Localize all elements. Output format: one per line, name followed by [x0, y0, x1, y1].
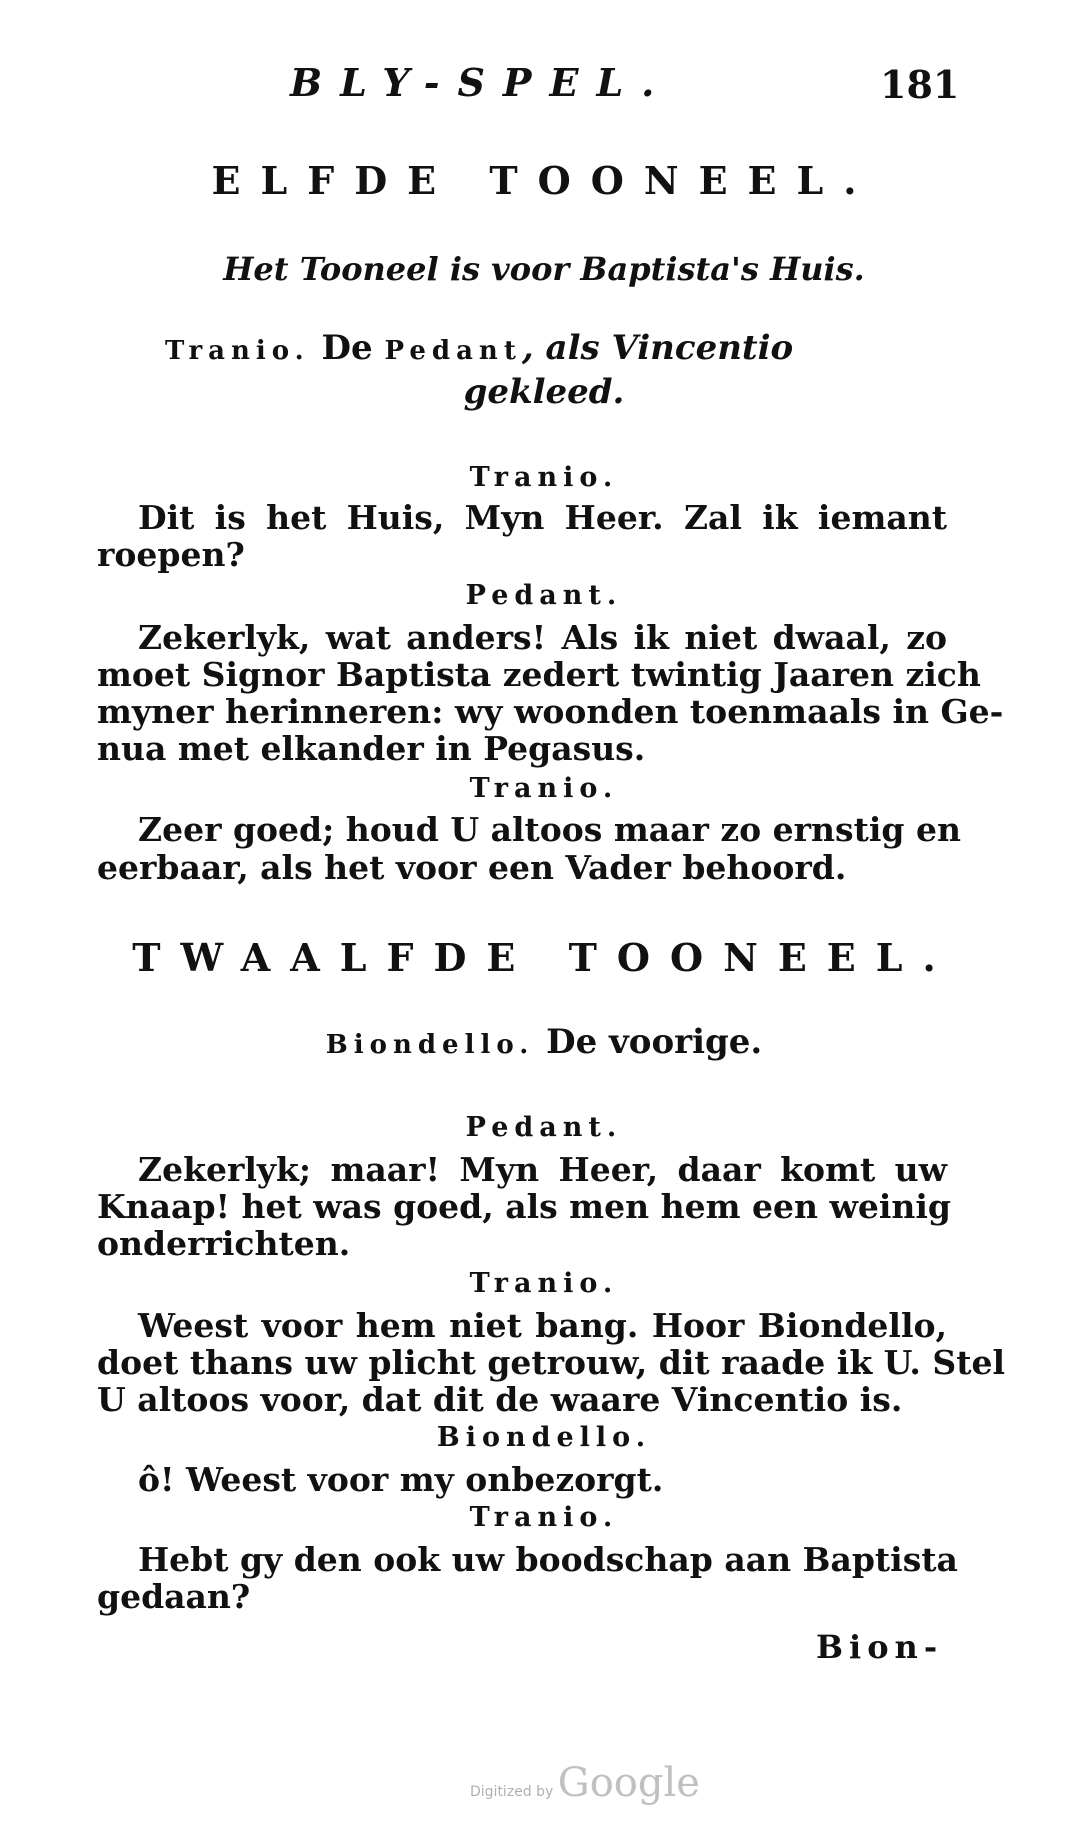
dialogue-line: myner herinneren: wy woonden toenmaals in Ge- [97, 692, 1004, 731]
dialogue-line: moet Signor Baptista zedert twintig Jaaren zich [97, 655, 981, 694]
cast-de: De [309, 328, 385, 368]
speaker-label: Tranio. [469, 1268, 619, 1299]
dialogue-line: Knaap! het was goed, als men hem een weinig [97, 1187, 951, 1226]
dialogue-line: Dit is het Huis, Myn Heer. Zal ik iemant [138, 498, 947, 537]
speaker-label: Pedant. [465, 580, 623, 611]
speaker-label: Pedant. [465, 1112, 623, 1143]
cast-list [165, 328, 793, 368]
google-logo-text: Google [557, 1760, 700, 1806]
dialogue-line: Weest voor hem niet bang. Hoor Biondello, [138, 1306, 947, 1345]
cast-biondello: Biondello. [325, 1030, 535, 1060]
speaker-label: Biondello. [436, 1422, 652, 1453]
scene-title-elfde: ELFDE TOONEEL. [211, 158, 877, 203]
dialogue-line: nua met elkander in Pegasus. [97, 729, 646, 768]
dialogue-line: eerbaar, als het voor een Vader behoord. [97, 848, 847, 887]
digitized-watermark [470, 1760, 700, 1806]
dialogue-line: Zekerlyk, wat anders! Als ik niet dwaal, zo [138, 618, 947, 657]
dialogue-line: Zekerlyk; maar! Myn Heer, daar komt uw [138, 1150, 947, 1189]
running-head: BLY-SPEL. [290, 60, 673, 105]
cast-as-vincentio: , als Vincentio [521, 328, 794, 368]
speaker-label: Tranio. [469, 462, 619, 493]
catchword: Bion- [816, 1628, 944, 1666]
dialogue-line: Zeer goed; houd U altoos maar zo ernstig en [138, 810, 961, 849]
dialogue-line: gedaan? [97, 1577, 251, 1616]
scene-setting: Het Tooneel is voor Baptista's Huis. [223, 250, 865, 288]
cast-gekleed: gekleed. [463, 372, 625, 412]
cast-tranio: Tranio. [165, 336, 310, 366]
cast-list [0, 1022, 1088, 1062]
page-number: 181 [880, 62, 960, 107]
dialogue-line: Hebt gy den ook uw boodschap aan Baptista [138, 1540, 958, 1579]
dialogue-line: doet thans uw plicht getrouw, dit raade ik U. Stel [97, 1343, 1006, 1382]
dialogue-line: onderrichten. [97, 1224, 351, 1263]
dialogue-line: roepen? [97, 535, 245, 574]
cast-rest: De voorige. [534, 1022, 763, 1062]
speaker-label: Tranio. [469, 1502, 619, 1533]
digitized-by-text: Digitized by [470, 1784, 554, 1800]
dialogue-line: U altoos voor, dat dit de waare Vincentio is. [97, 1380, 903, 1419]
scene-title-twaalfde: TWAALFDE TOONEEL. [132, 935, 956, 980]
dialogue-line: ô! Weest voor my onbezorgt. [138, 1460, 664, 1499]
speaker-label: Tranio. [469, 773, 619, 804]
cast-pedant: Pedant [384, 336, 522, 366]
